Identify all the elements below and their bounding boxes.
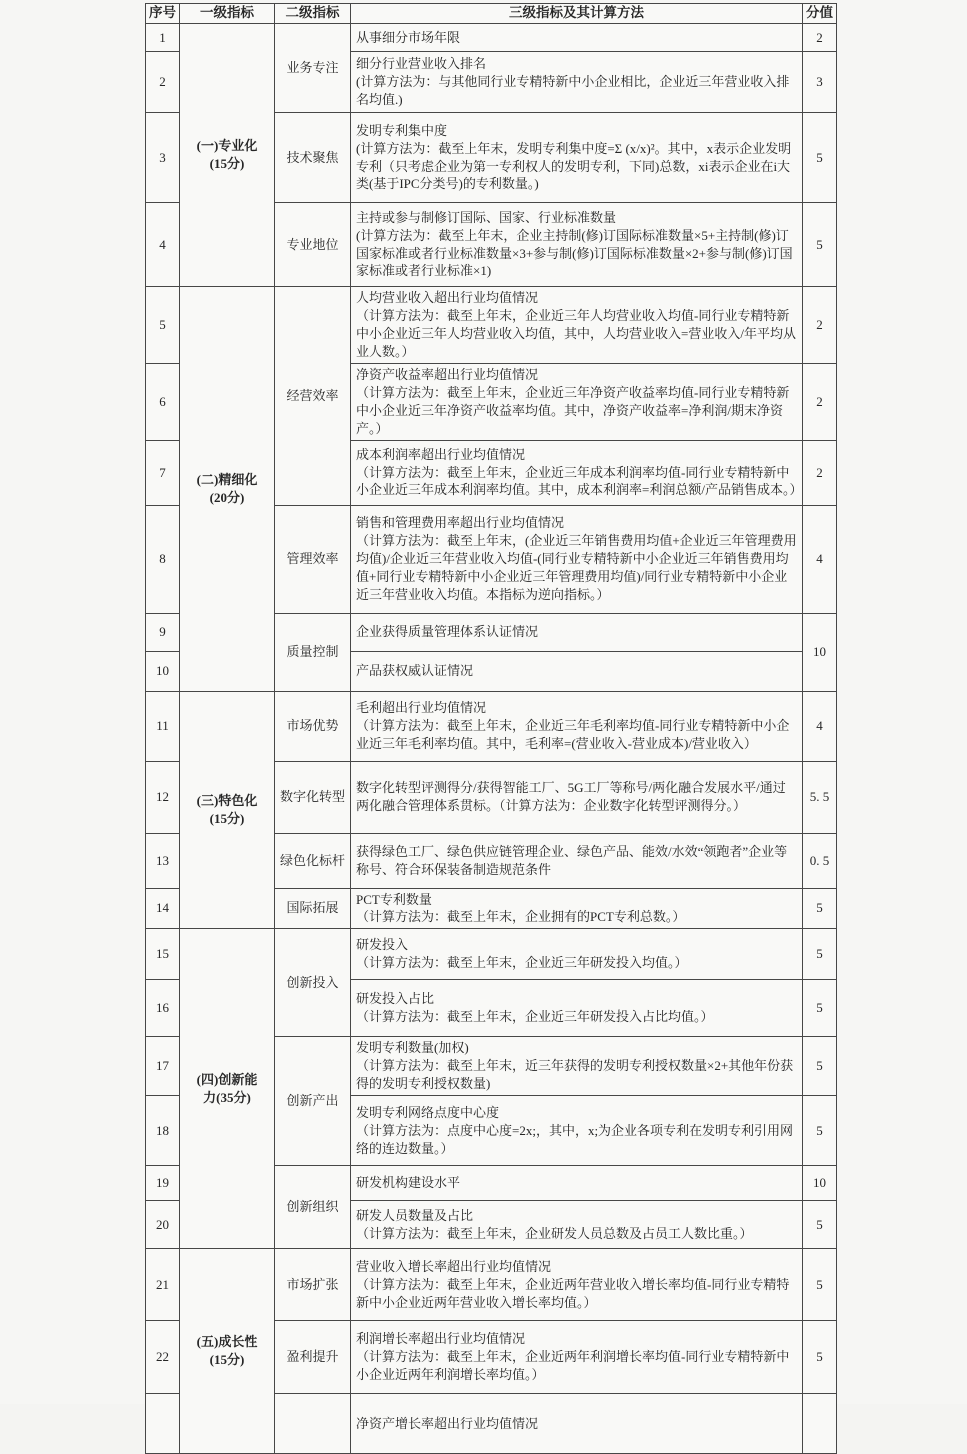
level2-indicator: 创新组织 bbox=[275, 1166, 351, 1249]
score-value: 5 bbox=[803, 888, 837, 929]
row-number: 12 bbox=[146, 761, 180, 833]
level3-indicator: 发明专利数量(加权) （计算方法为：截至上年末，近三年获得的发明专利授权数量×2+其他年份获得的发明专利授权数量) bbox=[351, 1037, 803, 1096]
level3-indicator: 研发投入 （计算方法为：截至上年末，企业近三年研发投入均值。） bbox=[351, 929, 803, 980]
level3-indicator: 研发投入占比 （计算方法为：截至上年末，企业近三年研发投入占比均值。） bbox=[351, 980, 803, 1037]
score-value: 5 bbox=[803, 1037, 837, 1096]
row-number: 18 bbox=[146, 1096, 180, 1166]
level1-indicator: (四)创新能 力(35分) bbox=[180, 929, 275, 1249]
row-number: 1 bbox=[146, 24, 180, 52]
level2-indicator: 创新产出 bbox=[275, 1037, 351, 1166]
table-row bbox=[146, 24, 837, 52]
row-number: 10 bbox=[146, 651, 180, 691]
level3-indicator: 研发机构建设水平 bbox=[351, 1166, 803, 1201]
level2-indicator: 市场优势 bbox=[275, 691, 351, 761]
score-value: 2 bbox=[803, 287, 837, 364]
score-value: 5 bbox=[803, 1096, 837, 1166]
level3-indicator: 发明专利网络点度中心度 （计算方法为：点度中心度=2x;，其中，x;为企业各项专利在发明专利引用网络的连边数量。） bbox=[351, 1096, 803, 1166]
row-number: 3 bbox=[146, 113, 180, 203]
level3-indicator: 发明专利集中度 (计算方法为：截至上年末，发明专利集中度=Σ (x/x)²。其中，x表示企业发明专利（只考虑企业为第一专利权人的发明专利，下同)总数，xi表示企业在i大类(基于IPC分类号)的专利数量。) bbox=[351, 113, 803, 203]
level2-indicator: 市场扩张 bbox=[275, 1249, 351, 1321]
row-number: 5 bbox=[146, 287, 180, 364]
level2-indicator: 技术聚焦 bbox=[275, 113, 351, 203]
col-header-level3: 三级指标及其计算方法 bbox=[351, 4, 803, 24]
level3-indicator: 产品获权威认证情况 bbox=[351, 651, 803, 691]
table-row bbox=[146, 287, 837, 364]
score-table bbox=[145, 3, 837, 1454]
score-value: 2 bbox=[803, 440, 837, 505]
score-value: 5. 5 bbox=[803, 761, 837, 833]
level3-indicator: 营业收入增长率超出行业均值情况 （计算方法为：截至上年末，企业近两年营业收入增长率均值-同行业专精特新中小企业近两年营业收入增长率均值。） bbox=[351, 1249, 803, 1321]
score-value: 10 bbox=[803, 613, 837, 691]
level3-indicator: 企业获得质量管理体系认证情况 bbox=[351, 613, 803, 651]
level1-indicator: (五)成长性 (15分) bbox=[180, 1249, 275, 1454]
row-number: 11 bbox=[146, 691, 180, 761]
level3-indicator: 细分行业营业收入排名 (计算方法为：与其他同行业专精特新中小企业相比，企业近三年营业收入排名均值.) bbox=[351, 52, 803, 113]
row-number: 2 bbox=[146, 52, 180, 113]
level3-indicator: 从事细分市场年限 bbox=[351, 24, 803, 52]
score-value: 5 bbox=[803, 1321, 837, 1394]
row-number: 7 bbox=[146, 440, 180, 505]
row-number: 15 bbox=[146, 929, 180, 980]
level3-indicator: 数字化转型评测得分/获得智能工厂、5G工厂等称号/两化融合发展水平/通过两化融合管理体系贯标。（计算方法为：企业数字化转型评测得分。） bbox=[351, 761, 803, 833]
score-value: 3 bbox=[803, 52, 837, 113]
level3-indicator: 获得绿色工厂、绿色供应链管理企业、绿色产品、能效/水效“领跑者”企业等称号、符合环保装备制造规范条件 bbox=[351, 833, 803, 888]
level3-indicator: 主持或参与制修订国际、国家、行业标准数量 (计算方法为：截至上年末，企业主持制(修)订国际标准数量×5+主持制(修)订国家标准或者行业标准数量×3+参与制(修)订国际标准数量×2+参与制(修)订国家标准或者行业标准×1) bbox=[351, 203, 803, 287]
score-value bbox=[803, 1394, 837, 1454]
level2-indicator: 管理效率 bbox=[275, 505, 351, 613]
row-number: 8 bbox=[146, 505, 180, 613]
row-number: 20 bbox=[146, 1201, 180, 1249]
table-row bbox=[146, 929, 837, 980]
level3-indicator: 成本利润率超出行业均值情况 （计算方法为：截至上年末，企业近三年成本利润率均值-同行业专精特新中小企业近三年成本利润率均值。其中，成本利润率=利润总额/产品销售成本。） bbox=[351, 440, 803, 505]
row-number bbox=[146, 1394, 180, 1454]
level3-indicator: 研发人员数量及占比 （计算方法为：截至上年末，企业研发人员总数及占员工人数比重。） bbox=[351, 1201, 803, 1249]
level2-indicator: 质量控制 bbox=[275, 613, 351, 691]
level3-indicator: 净资产增长率超出行业均值情况 bbox=[351, 1394, 803, 1454]
score-value: 5 bbox=[803, 929, 837, 980]
level3-indicator: 销售和管理费用率超出行业均值情况 （计算方法为：截至上年末，(企业近三年销售费用均值+企业近三年管理费用均值)/企业近三年营业收入均值-(同行业专精特新中小企业近三年销售费用均值+同行业专精特新中小企业近三年管理费用均值)/同行业专精特新中小企业近三年营业收入均值。本指标为逆向指标。） bbox=[351, 505, 803, 613]
col-header-level1: 一级指标 bbox=[180, 4, 275, 24]
row-number: 22 bbox=[146, 1321, 180, 1394]
score-value: 2 bbox=[803, 24, 837, 52]
row-number: 9 bbox=[146, 613, 180, 651]
level1-indicator: (二)精细化 (20分) bbox=[180, 287, 275, 692]
header-row bbox=[146, 4, 837, 24]
level2-indicator: 创新投入 bbox=[275, 929, 351, 1037]
score-value: 5 bbox=[803, 980, 837, 1037]
level2-indicator: 绿色化标杆 bbox=[275, 833, 351, 888]
score-value: 4 bbox=[803, 691, 837, 761]
level3-indicator: 人均营业收入超出行业均值情况 （计算方法为：截至上年末，企业近三年人均营业收入均值-同行业专精特新中小企业近三年人均营业收入均值，其中，人均营业收入=营业收入/年平均从业人数。） bbox=[351, 287, 803, 364]
score-value: 10 bbox=[803, 1166, 837, 1201]
level3-indicator: 毛利超出行业均值情况 （计算方法为：截至上年末，企业近三年毛利率均值-同行业专精特新中小企业近三年毛利率均值。其中，毛利率=(营业收入-营业成本)/营业收入） bbox=[351, 691, 803, 761]
table-body bbox=[146, 24, 837, 1454]
table-row bbox=[146, 691, 837, 761]
col-header-level2: 二级指标 bbox=[275, 4, 351, 24]
level2-indicator: 数字化转型 bbox=[275, 761, 351, 833]
row-number: 13 bbox=[146, 833, 180, 888]
score-value: 4 bbox=[803, 505, 837, 613]
level2-indicator bbox=[275, 1394, 351, 1454]
row-number: 21 bbox=[146, 1249, 180, 1321]
col-header-score: 分值 bbox=[803, 4, 837, 24]
level2-indicator: 业务专注 bbox=[275, 24, 351, 113]
row-number: 14 bbox=[146, 888, 180, 929]
row-number: 17 bbox=[146, 1037, 180, 1096]
score-value: 5 bbox=[803, 203, 837, 287]
level2-indicator: 经营效率 bbox=[275, 287, 351, 506]
row-number: 6 bbox=[146, 363, 180, 440]
score-value: 2 bbox=[803, 363, 837, 440]
score-value: 5 bbox=[803, 1201, 837, 1249]
level3-indicator: 净资产收益率超出行业均值情况 （计算方法为：截至上年末，企业近三年净资产收益率均值-同行业专精特新中小企业近三年净资产收益率均值。其中，净资产收益率=净利润/期末净资产。） bbox=[351, 363, 803, 440]
level2-indicator: 盈利提升 bbox=[275, 1321, 351, 1394]
row-number: 16 bbox=[146, 980, 180, 1037]
level2-indicator: 国际拓展 bbox=[275, 888, 351, 929]
score-value: 5 bbox=[803, 113, 837, 203]
level2-indicator: 专业地位 bbox=[275, 203, 351, 287]
score-value: 0. 5 bbox=[803, 833, 837, 888]
level3-indicator: 利润增长率超出行业均值情况 （计算方法为：截至上年末，企业近两年利润增长率均值-同行业专精特新中小企业近两年利润增长率均值。） bbox=[351, 1321, 803, 1394]
level1-indicator: (一)专业化 (15分) bbox=[180, 24, 275, 287]
col-header-no: 序号 bbox=[146, 4, 180, 24]
level1-indicator: (三)特色化 (15分) bbox=[180, 691, 275, 929]
level3-indicator: PCT专利数量 （计算方法为：截至上年末，企业拥有的PCT专利总数。） bbox=[351, 888, 803, 929]
row-number: 4 bbox=[146, 203, 180, 287]
row-number: 19 bbox=[146, 1166, 180, 1201]
table-row bbox=[146, 1249, 837, 1321]
score-value: 5 bbox=[803, 1249, 837, 1321]
